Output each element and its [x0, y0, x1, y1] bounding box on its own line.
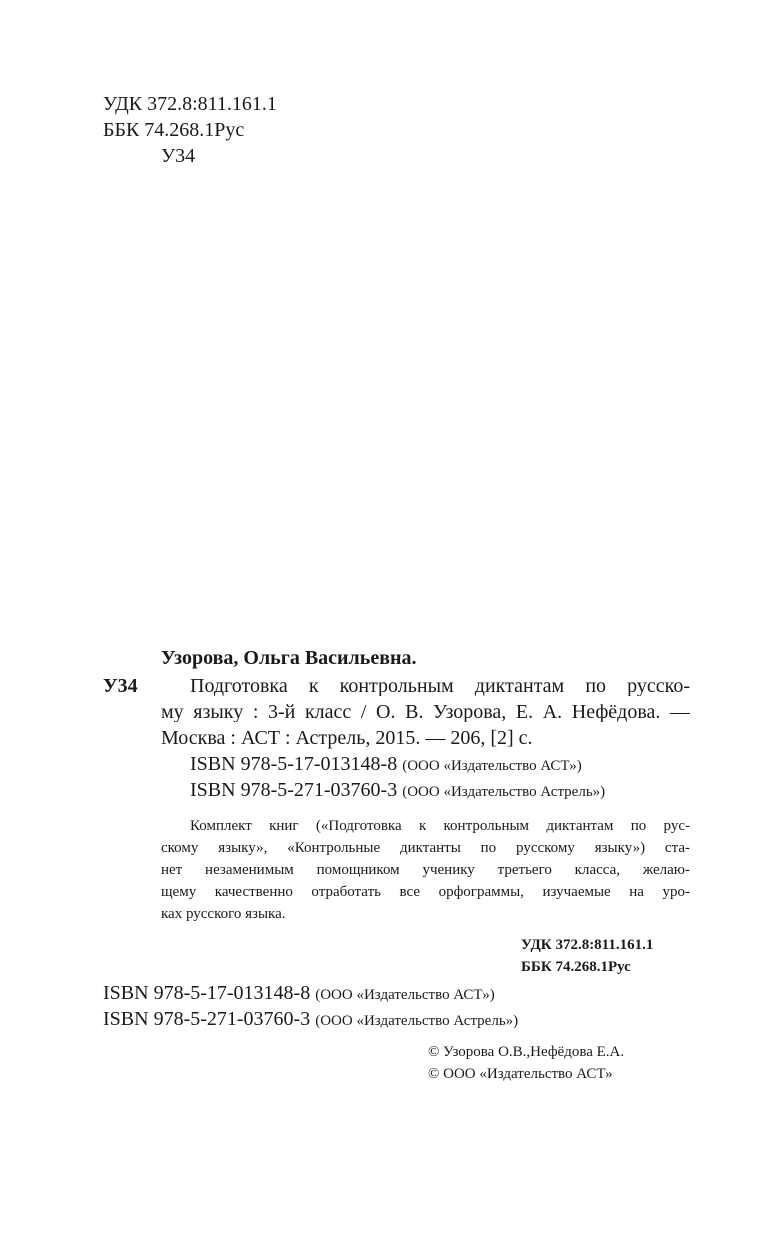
- isbn-publisher: (ООО «Издательство Астрель»): [315, 1013, 519, 1029]
- bbk-code: ББК 74.268.1Рус: [103, 119, 245, 141]
- annotation-line: нет незаменимым помощником ученику третьего класса, желаю-: [161, 863, 690, 878]
- isbn-number: ISBN 978-5-271-03760-3: [103, 1008, 311, 1030]
- copyright-authors: © Узорова О.В.,Нефёдова Е.А.: [428, 1044, 625, 1060]
- annotation-line: Комплект книг («Подготовка к контрольным диктантам по рус-: [190, 819, 690, 834]
- isbn-number: ISBN 978-5-17-013148-8: [190, 753, 398, 775]
- annotation-line: щему качественно отработать все орфограммы, изучаемые на уро-: [161, 885, 690, 900]
- isbn-number: ISBN 978-5-271-03760-3: [190, 779, 398, 801]
- card-title-line: му языку : 3-й класс / О. В. Узорова, Е. А. Нефёдова. —: [161, 702, 690, 722]
- copyright-publisher: © ООО «Издательство АСТ»: [428, 1066, 613, 1082]
- udk-code: УДК 372.8:811.161.1: [103, 93, 277, 115]
- isbn-line: [103, 983, 495, 1003]
- author-sign: У34: [161, 145, 196, 167]
- card-isbn: [190, 754, 582, 774]
- isbn-publisher: (ООО «Издательство АСТ»): [315, 987, 495, 1003]
- annotation-line: скому языку», «Контрольные диктанты по русскому языку») ста-: [161, 841, 690, 856]
- isbn-publisher: (ООО «Издательство АСТ»): [402, 758, 582, 774]
- card-title-line: Москва : АСТ : Астрель, 2015. — 206, [2] с.: [161, 727, 533, 749]
- card-title-line: Подготовка к контрольным диктантам по русско-: [190, 676, 690, 696]
- card-udk: УДК 372.8:811.161.1: [521, 937, 654, 953]
- card-isbn: [190, 780, 605, 800]
- card-author: Узорова, Ольга Васильевна.: [161, 647, 417, 669]
- isbn-number: ISBN 978-5-17-013148-8: [103, 982, 311, 1004]
- card-author-sign: У34: [103, 675, 138, 697]
- isbn-publisher: (ООО «Издательство Астрель»): [402, 784, 606, 800]
- card-bbk: ББК 74.268.1Рус: [521, 959, 631, 975]
- isbn-line: [103, 1009, 518, 1029]
- annotation-line: ках русского языка.: [161, 906, 286, 922]
